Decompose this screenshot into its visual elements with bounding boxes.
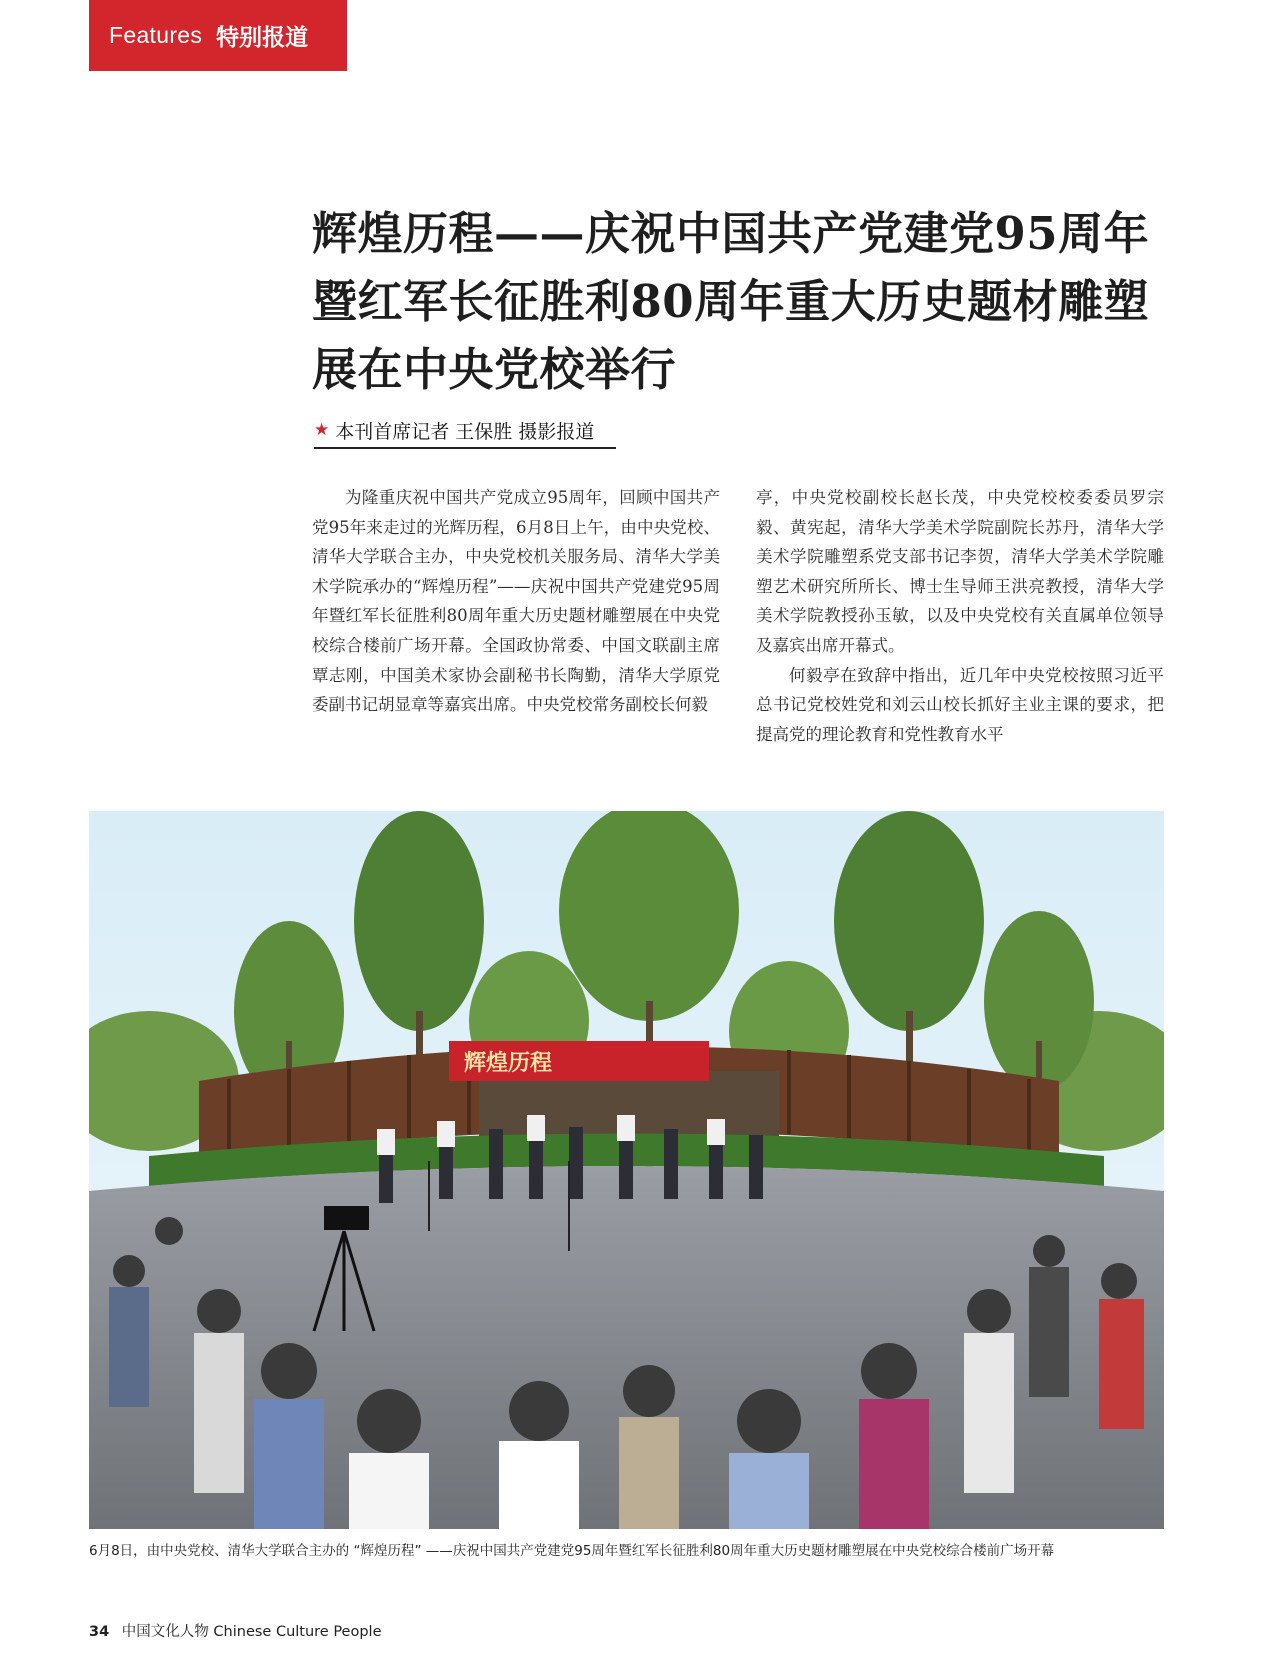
photo-caption: 6月8日，由中央党校、清华大学联合主办的 “辉煌历程” ——庆祝中国共产党建党95周年暨红军长征胜利80周年重大历史题材雕塑展在中央党校综合楼前广场开幕 — [89, 1543, 1055, 1559]
magazine-name: 中国文化人物 Chinese Culture People — [121, 1624, 382, 1640]
article-column-right — [756, 483, 1164, 749]
section-label-zh: 特别报道 — [216, 25, 309, 51]
star-icon: ★ — [314, 420, 330, 440]
byline — [314, 413, 616, 449]
paragraph: 亭，中央党校副校长赵长茂，中央党校校委委员罗宗毅、黄宪起，清华大学美术学院副院长苏丹，清华大学美术学院雕塑系党支部书记李贺，清华大学美术学院雕塑艺术研究所所长、博士生导师王洪亮教授，清华大学美术学院教授孙玉敏，以及中央党校有关直属单位领导及嘉宾出席开幕式。 — [756, 488, 1164, 655]
article-column-left — [312, 483, 720, 720]
article-title: 辉煌历程——庆祝中国共产党建党95周年暨红军长征胜利80周年重大历史题材雕塑展在中央党校举行 — [312, 207, 1150, 396]
event-photo — [89, 811, 1164, 1529]
page-footer — [89, 1620, 382, 1641]
paragraph: 何毅亭在致辞中指出，近几年中央党校按照习近平总书记党校姓党和刘云山校长抓好主业主课的要求，把提高党的理论教育和党性教育水平 — [756, 665, 1164, 744]
event-photo-illustration — [89, 811, 1164, 1529]
banner-title: 辉煌历程 — [464, 1050, 553, 1076]
section-header — [89, 0, 347, 71]
byline-text: 本刊首席记者 王保胜 摄影报道 — [335, 420, 595, 443]
section-label-en: Features — [109, 22, 203, 48]
paragraph: 为隆重庆祝中国共产党成立95周年，回顾中国共产党95年来走过的光辉历程，6月8日上午，由中央党校、清华大学联合主办，中央党校机关服务局、清华大学美术学院承办的“辉煌历程”——庆祝中国共产党建党95周年暨红军长征胜利80周年重大历史题材雕塑展在中央党校综合楼前广场开幕。全国政协常委、中国文联副主席覃志刚，中国美术家协会副秘书长陶勤，清华大学原党委副书记胡显章等嘉宾出席。中央党校常务副校长何毅 — [312, 488, 720, 715]
page-number: 34 — [89, 1624, 110, 1640]
